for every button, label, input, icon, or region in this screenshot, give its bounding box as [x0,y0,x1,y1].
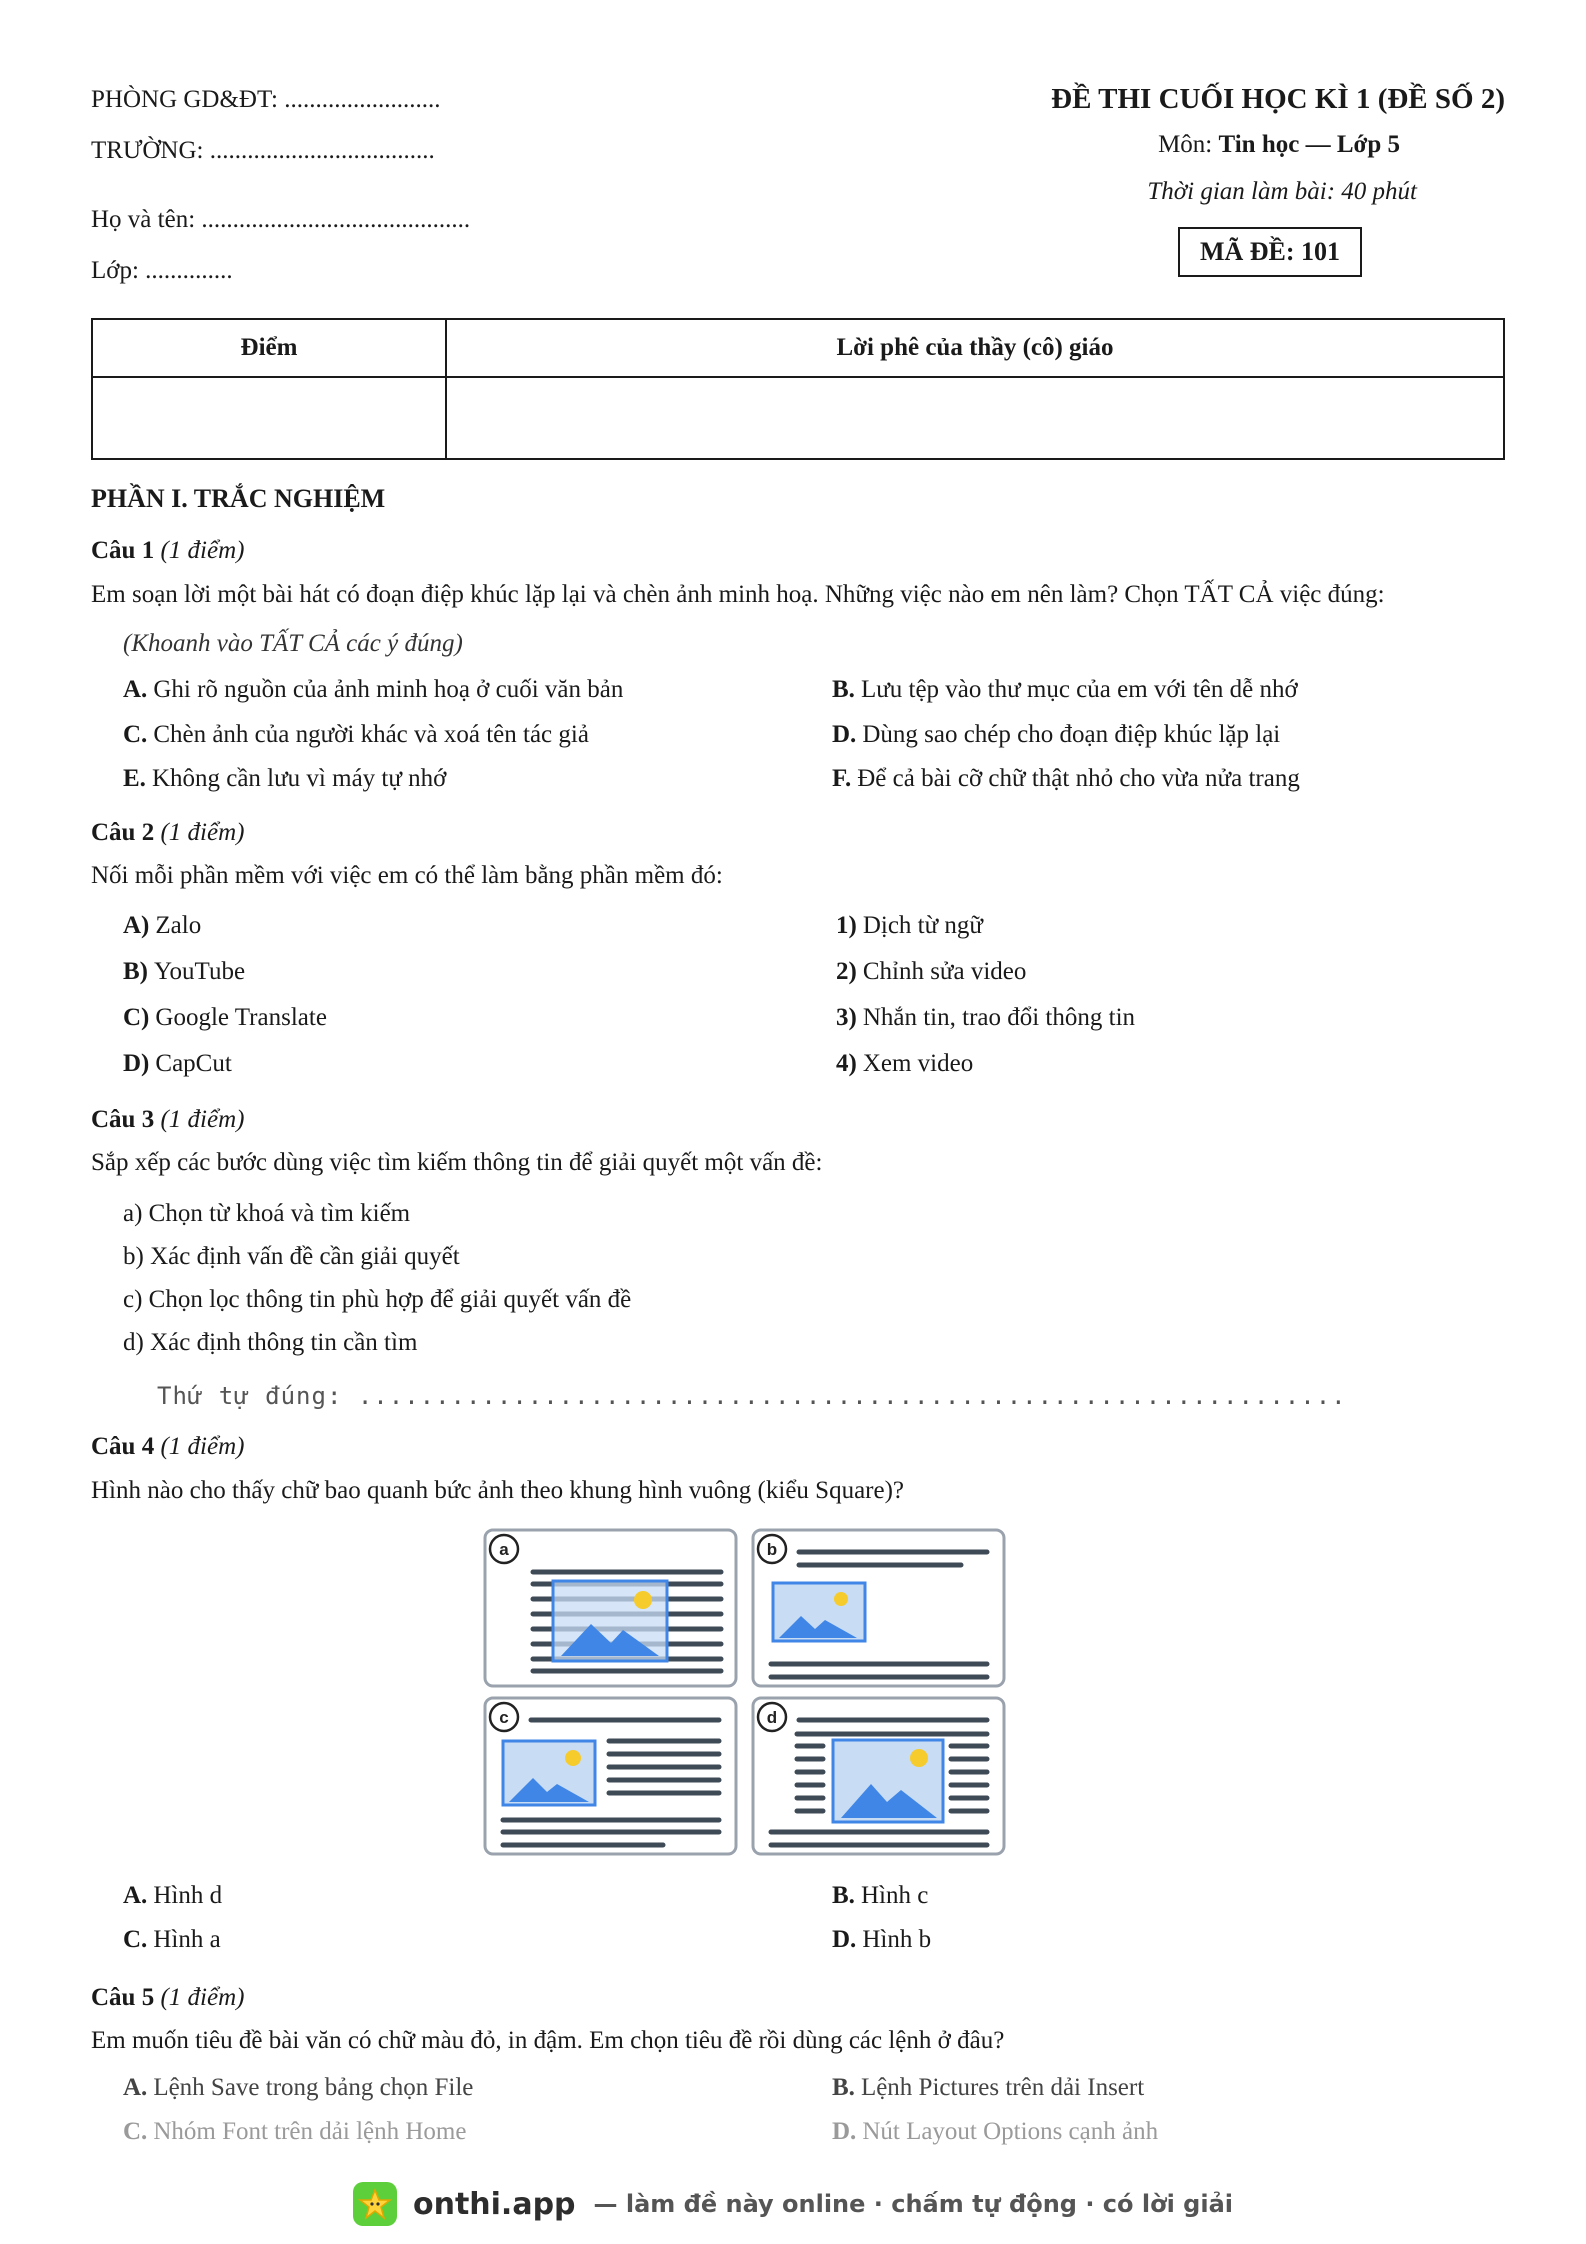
option-key: 3) [836,1004,857,1031]
q1-option-c [123,721,589,749]
option-text: Google Translate [155,1004,327,1031]
q1-option-b [832,676,1298,704]
comment-header: Lời phê của thầy (cô) giáo [446,319,1504,377]
q2-left-d [123,1050,232,1078]
option-key: A. [123,676,148,703]
q2-left-a [123,912,201,940]
q1-option-a [123,676,623,704]
option-text: Dịch từ ngữ [862,912,983,939]
label-c: c [499,1708,509,1727]
option-key: C. [123,1926,148,1953]
question-number: Câu 3 [91,1106,155,1133]
option-text: Zalo [155,912,202,939]
option-key: 4) [836,1050,857,1077]
q5-option-a [123,2074,473,2102]
question-4-heading [91,1433,244,1461]
option-text: Hình a [153,1926,221,1953]
option-key: F. [832,765,852,792]
q4-option-a [123,1882,222,1910]
q2-right-2 [836,958,1026,986]
question-5-heading [91,1984,244,2012]
question-5-text: Em muốn tiêu đề bài văn có chữ màu đỏ, in đậm. Em chọn tiêu đề rồi dùng các lệnh ở đâu? [91,2027,1005,2054]
question-2-text: Nối mỗi phần mềm với việc em có thể làm bằng phần mềm đó: [91,862,723,889]
q5-option-c [123,2118,466,2146]
subject-line [1158,131,1400,159]
q4-option-d [832,1926,931,1954]
option-text: Chèn ảnh của người khác và xoá tên tác giả [153,721,589,748]
option-text: Nút Layout Options cạnh ảnh [862,2118,1159,2145]
q3-step-a: a) Chọn từ khoá và tìm kiếm [123,1200,411,1227]
option-key: D. [832,1926,857,1953]
class-field: Lớp: .............. [91,257,233,284]
exam-title: ĐỀ THI CUỐI HỌC KÌ 1 (ĐỀ SỐ 2) [1051,83,1505,115]
score-header: Điểm [92,319,446,377]
option-text: Chỉnh sửa video [862,958,1027,985]
option-text: Không cần lưu vì máy tự nhớ [151,765,447,792]
q1-option-f [832,765,1300,793]
q2-right-1 [836,912,983,940]
option-text: Lưu tệp vào thư mục của em với tên dễ nhớ [860,676,1298,703]
option-text: Dùng sao chép cho đoạn điệp khúc lặp lại [862,721,1281,748]
option-text: Hình b [862,1926,932,1953]
option-text: Ghi rõ nguồn của ảnh minh hoạ ở cuối văn bản [153,676,624,703]
time-limit: Thời gian làm bài: 40 phút [1147,178,1417,205]
question-2-heading [91,819,244,847]
question-number: Câu 5 [91,1984,155,2011]
figure-c [485,1698,736,1854]
option-text: YouTube [154,958,246,985]
option-key: C. [123,2118,148,2145]
figure-d [753,1698,1004,1854]
exam-code: MÃ ĐỀ: 101 [1178,227,1362,277]
question-points: (1 điểm) [160,1984,245,2011]
option-key: A. [123,1882,148,1909]
subject: Tin học — Lớp 5 [1218,131,1400,158]
q1-option-d [832,721,1280,749]
question-1-hint: (Khoanh vào TẤT CẢ các ý đúng) [123,630,463,657]
q3-step-b: b) Xác định vấn đề cần giải quyết [123,1243,460,1270]
q4-option-b [832,1882,928,1910]
promo-footer[interactable] [0,2178,1586,2230]
q3-step-c: c) Chọn lọc thông tin phù hợp để giải quyết vấn đề [123,1286,632,1313]
option-text: Lệnh Pictures trên dải Insert [860,2074,1145,2101]
dept-field: PHÒNG GD&ĐT: ......................... [91,86,441,113]
star-logo-icon [353,2182,397,2226]
label-a: a [499,1540,509,1559]
question-1-text: Em soạn lời một bài hát có đoạn điệp khúc lặp lại và chèn ảnh minh hoạ. Những việc nào em nên làm? Chọn TẤT CẢ việc đúng: [91,581,1385,608]
figure-b [753,1530,1004,1686]
option-text: Hình c [860,1882,929,1909]
option-key: D. [832,721,857,748]
option-text: Hình d [153,1882,223,1909]
option-key: C) [123,1004,150,1031]
option-key: 1) [836,912,857,939]
q1-option-e [123,765,446,793]
label-b: b [766,1540,778,1559]
option-key: E. [123,765,146,792]
option-key: B) [123,958,148,985]
wrap-figure [483,1528,1013,1864]
q2-right-4 [836,1050,973,1078]
option-text: Nhắn tin, trao đổi thông tin [862,1004,1136,1031]
q2-left-b [123,958,245,986]
question-number: Câu 2 [91,819,155,846]
section-title: PHẦN I. TRẮC NGHIỆM [91,484,386,513]
score-cell [92,377,446,459]
q5-option-d [832,2118,1158,2146]
question-points: (1 điểm) [160,537,245,564]
comment-cell [446,377,1504,459]
name-field: Họ và tên: ........................................... [91,206,471,233]
question-points: (1 điểm) [160,819,245,846]
option-text: Xem video [862,1050,974,1077]
option-key: D) [123,1050,150,1077]
q5-option-b [832,2074,1144,2102]
q2-right-3 [836,1004,1135,1032]
label-d: d [766,1708,778,1727]
option-key: C. [123,721,148,748]
score-table [91,318,1505,460]
option-key: 2) [836,958,857,985]
figure-a [485,1530,736,1686]
option-text: CapCut [155,1050,232,1077]
question-4-text: Hình nào cho thấy chữ bao quanh bức ảnh theo khung hình vuông (kiểu Square)? [91,1477,905,1504]
option-key: B. [832,1882,855,1909]
option-text: Để cả bài cỡ chữ thật nhỏ cho vừa nửa trang [857,765,1300,792]
school-field: TRƯỜNG: .................................... [91,137,435,164]
brand-name[interactable]: onthi.app [412,2186,576,2222]
option-key: D. [832,2118,857,2145]
footer-tagline: — làm đề này online · chấm tự động · có lời giải [593,2190,1233,2218]
q4-option-c [123,1926,221,1954]
question-number: Câu 1 [91,537,155,564]
question-3-text: Sắp xếp các bước dùng việc tìm kiếm thông tin để giải quyết một vấn đề: [91,1149,823,1176]
option-text: Nhóm Font trên dải lệnh Home [153,2118,467,2145]
subject-prefix: Môn: [1158,131,1219,158]
question-number: Câu 4 [91,1433,155,1460]
q3-step-d: d) Xác định thông tin cần tìm [123,1329,418,1356]
option-key: A) [123,912,150,939]
q2-left-c [123,1004,327,1032]
option-key: B. [832,676,855,703]
answer-line: Thứ tự đúng: ................................................................ [157,1382,1347,1410]
option-key: B. [832,2074,855,2101]
exam-page [91,0,1505,2244]
question-3-heading [91,1106,244,1134]
option-key: A. [123,2074,148,2101]
question-points: (1 điểm) [160,1433,245,1460]
question-points: (1 điểm) [160,1106,245,1133]
question-1-heading [91,537,244,565]
option-text: Lệnh Save trong bảng chọn File [153,2074,474,2101]
